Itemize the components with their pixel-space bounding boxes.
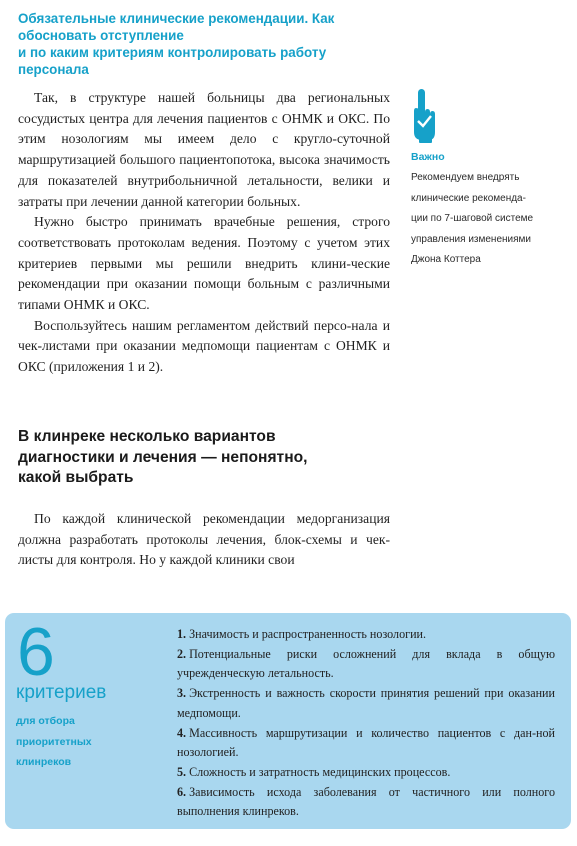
section-text	[18, 509, 390, 571]
criteria-item-number: 1.	[177, 627, 187, 641]
criteria-count: 6	[17, 614, 55, 690]
raised-finger-hand-icon	[411, 88, 437, 144]
criteria-item-number: 6.	[177, 784, 187, 799]
criteria-item-text: Значимость и распространенность нозологии.	[189, 627, 427, 641]
sidenote-text	[411, 168, 561, 271]
section-paragraph-1: По каждой клинической рекомендации медорганизация должна разработать протоколы лечения, блок-схемы и чек-листы для контроля. Но у каждой клиники свои	[18, 511, 390, 568]
criteria-box	[5, 613, 571, 829]
intro-paragraph-2: Нужно быстро принимать врачебные решения, строго соответствовать протоколам ведения. Поэтому с учетом этих критериев первыми мы решили внедрить клини-ческие рекомендации при оказании помощи больным с различными типами ОНМК и ОКС.	[18, 214, 390, 313]
intro-text	[18, 88, 390, 378]
criteria-word: критериев	[16, 682, 107, 703]
running-header	[18, 10, 398, 78]
sidenote-line: ции по 7-шаговой системе	[411, 213, 534, 225]
criteria-item-number: 4.	[177, 725, 187, 740]
subtitle-line: приоритетных	[16, 735, 92, 748]
criteria-item	[177, 625, 555, 645]
subtitle-line: клинреков	[16, 756, 72, 768]
intro-paragraph-1: Так, в структуре нашей больницы два региональных сосудистых центра для лечения пациентов с ОНМК и ОКС. По этим нозологиям мы имеем дело с кругло-суточной маршрутизацией большого пациентопотока, высока значимость для показателей внутрибольничной летальности, велики и затраты при лечении данной категории больных.	[18, 90, 390, 209]
criteria-item-text: Потенциальные риски осложнений для вклада в общую учрежденческую летальность.	[177, 646, 555, 681]
criteria-subtitle	[16, 711, 136, 773]
sidenote-title: Важно	[411, 151, 445, 163]
criteria-item	[177, 724, 555, 763]
criteria-item-text: Экстренность и важность скорости принятия решений при оказании медпомощи.	[177, 686, 555, 720]
subtitle-line: для отбора	[16, 715, 75, 727]
sidenote-line: Рекомендуем внедрять	[411, 172, 520, 183]
criteria-item	[177, 763, 555, 783]
criteria-item-number: 3.	[177, 686, 187, 701]
heading-line: диагностики и лечения — непонятно,	[18, 448, 308, 466]
section-heading	[18, 427, 338, 489]
criteria-item	[177, 645, 555, 684]
criteria-item	[177, 684, 555, 723]
header-line-2: и по каким критериям контролировать работу персонала	[18, 45, 327, 77]
sidenote-line: клинические рекоменда-	[411, 192, 526, 204]
criteria-item	[177, 783, 555, 822]
heading-line: В клинреке несколько вариантов	[18, 428, 276, 445]
header-line-1: Обязательные клинические рекомендации. Как обосновать отступление	[18, 11, 335, 43]
heading-line: какой выбрать	[18, 469, 134, 486]
criteria-item-text: Зависимость исхода заболевания от частичного или полного выполнения клинреков.	[177, 784, 555, 819]
sidenote-line: Джона Коттера	[411, 254, 481, 266]
sidenote-line: управления изменениями	[411, 233, 531, 245]
intro-paragraph-3: Воспользуйтесь нашим регламентом действий персо-нала и чек-листами при оказании медпомощи пациентам с ОНМК и ОКС (приложения 1 и 2).	[18, 317, 390, 375]
criteria-item-number: 5.	[177, 764, 187, 779]
criteria-item-number: 2.	[177, 646, 187, 661]
criteria-item-text: Сложность и затратность медицинских процессов.	[189, 764, 451, 779]
criteria-list	[177, 625, 555, 822]
criteria-item-text: Массивность маршрутизации и количество пациентов с дан-ной нозологией.	[177, 725, 555, 760]
important-sidenote	[411, 88, 561, 271]
